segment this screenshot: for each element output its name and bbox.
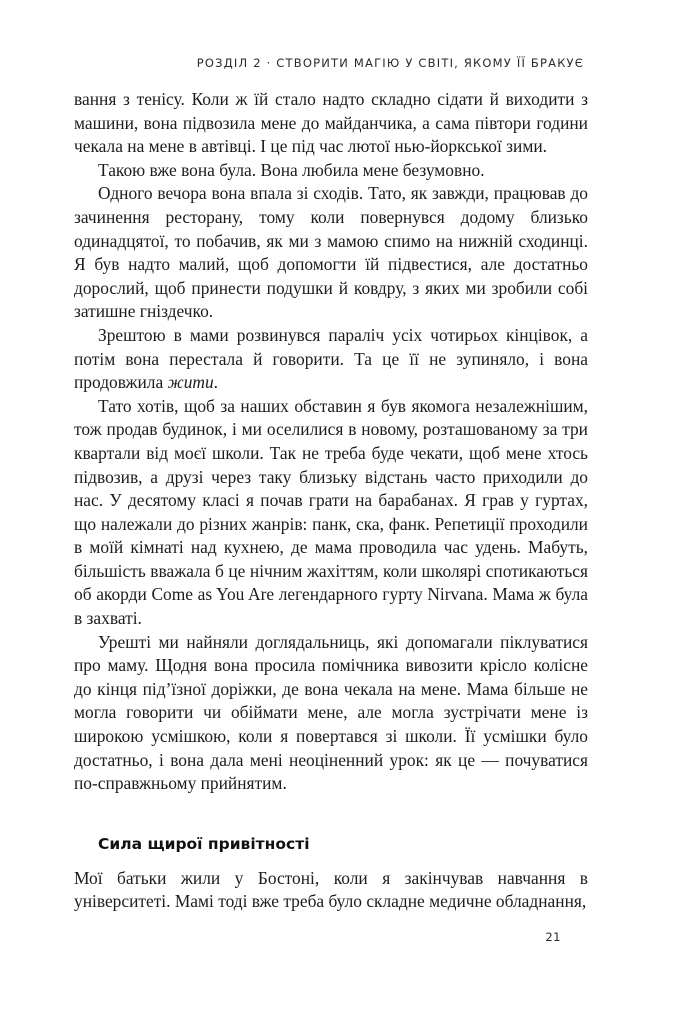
paragraph-4-text: Зрештою в мами розвинувся параліч усіх чотирьох кінцівок, а потім вона перестала й говорити. Та це її не зупиняло, і вона продовжила [74,324,588,393]
paragraph-4-end: . [213,372,219,393]
section-heading: Сила щирої привітності [98,834,310,853]
emphasis-word: жити [167,372,214,393]
running-head: РОЗДІЛ 2 · СТВОРИТИ МАГІЮ У СВІТІ, ЯКОМУ ЇЇ БРАКУЄ [196,56,584,70]
paragraph-1: вання з тенісу. Коли ж їй стало надто складно сідати й виходити з машини, вона підвозила мене до майданчика, а сама півтори години чекала на мене в автівці. І це під час лютої нью-йоркської зими. [74,89,588,157]
page-number: 21 [545,930,561,944]
paragraph-6: Урешті ми найняли доглядальниць, які допомагали піклуватися про маму. Щодня вона просила помічника вивозити крісло колісне до кінця під’їзної доріжки, де вона чекала на мене. Мама більше не могла говорити чи обіймати мене, але могла зустрічати мене із широкою усмішкою, коли я повертався зі школи. Її усмішки було достатньо, і вона дала мені неоціненний урок: як це — почуватися по-справжньому прийнятим. [74,631,588,794]
paragraph-7: Мої батьки жили у Бостоні, коли я закінчував навчання в університеті. Мамі тоді вже треба було складне медичне обладнання, [74,867,588,912]
body-text [74,88,588,914]
paragraph-5: Тато хотів, щоб за наших обставин я був якомога незалежнішим, тож продав будинок, і ми оселилися в новому, розташованому за три квартали від моєї школи. Так не треба буде чекати, щоб мене хтось підвозив, а друзі через таку близьку відстань часто приходили до нас. У десятому класі я почав грати на барабанах. Я грав у гуртах, що належали до різних жанрів: панк, ска, фанк. Репетиції проходили в моїй кімнаті над кухнею, де мама проводила час удень. Мабуть, більшість вважала б це нічним жахіттям, коли школярі спотикаються об акорди Come as You Are легендарного гурту Nirvana. Мама ж була в захваті. [74,395,588,629]
paragraph-4 [74,324,588,395]
paragraph-3: Одного вечора вона впала зі сходів. Тато, як завжди, працював до зачинення ресторану, тому коли повернувся додому близько одинадцятої, то побачив, як ми з мамою спимо на нижній сходинці. Я був надто малий, щоб допомогти їй підвестися, але достатньо дорослий, щоб принести подушки й ковдру, з яких ми зробили собі затишне гніздечко. [74,183,588,322]
paragraph-2: Такою вже вона була. Вона любила мене безумовно. [98,159,485,180]
